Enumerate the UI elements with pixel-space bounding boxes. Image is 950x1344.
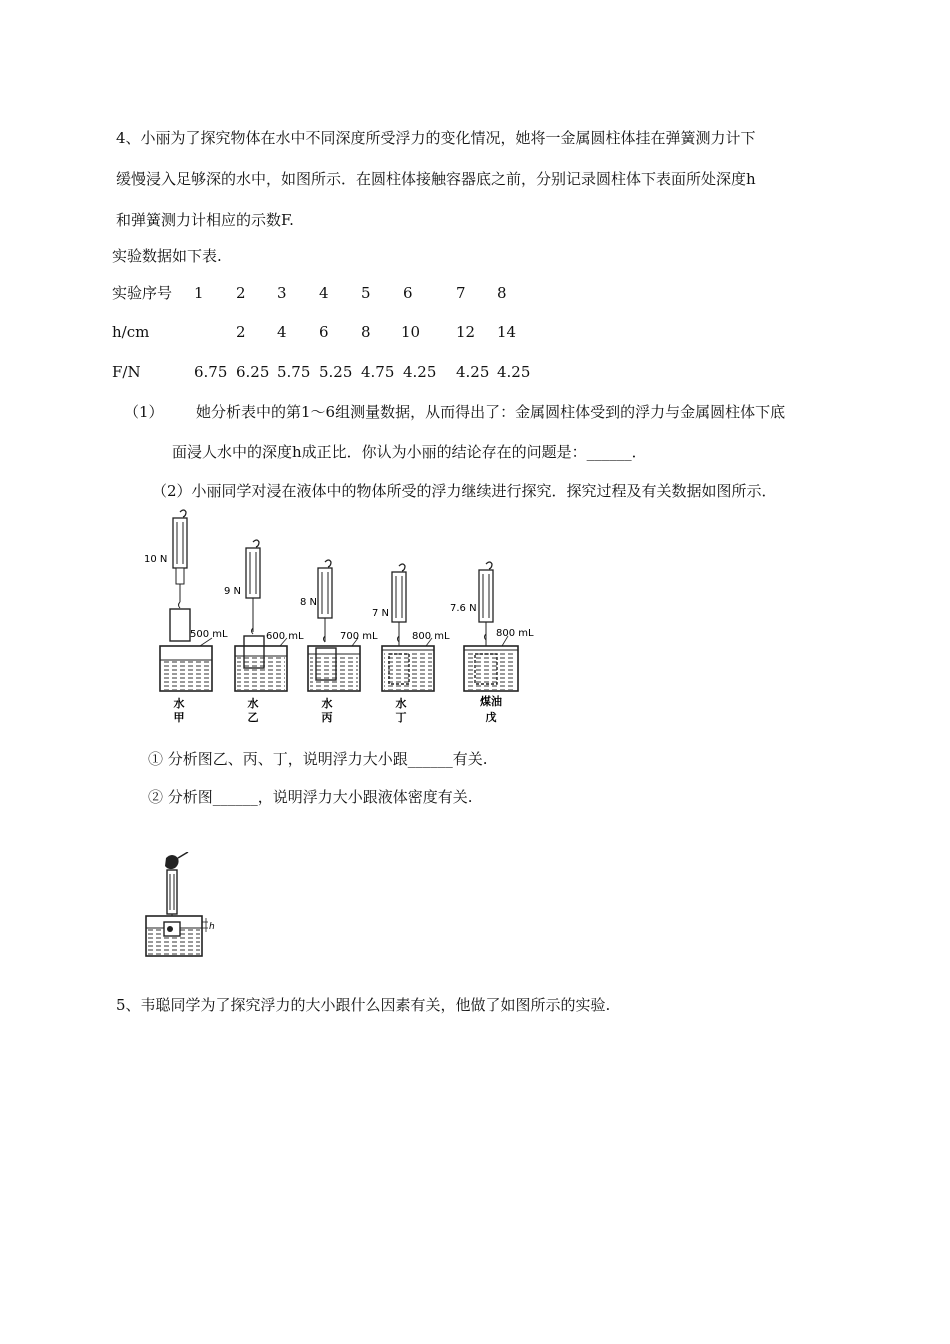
q4-line-1: 4、小丽为了探究物体在水中不同深度所受浮力的变化情况，她将一金属圆柱体挂在弹簧测力计下	[116, 129, 756, 147]
table-cell: 6	[319, 323, 329, 341]
table-row-label: F/N	[112, 363, 141, 381]
table-row-label: h/cm	[112, 323, 150, 341]
sub1-line-2: 面浸人水中的深度h成正比．你认为小丽的结论存在的问题是：______．	[172, 443, 647, 461]
setup-jia	[144, 510, 228, 723]
liquid-label: 水	[321, 697, 333, 710]
liquid-label: 煤油	[480, 695, 502, 708]
question-a: ① 分析图乙、丙、丁，说明浮力大小跟______有关.	[148, 750, 488, 768]
q4-line-4: 实验数据如下表.	[112, 247, 222, 265]
force-label: 8 N	[300, 597, 318, 608]
table-cell: 1	[194, 284, 204, 302]
table-cell: 6	[403, 284, 413, 302]
table-cell: 8	[361, 323, 371, 341]
setup-bing	[300, 560, 378, 723]
table-cell: 4.75	[361, 363, 395, 381]
table-cell: 6.75	[194, 363, 228, 381]
table-cell: 5.25	[319, 363, 353, 381]
small-depth-figure	[140, 852, 220, 962]
volume-label: 700 mL	[340, 631, 378, 642]
force-label: 10 N	[144, 554, 168, 565]
liquid-label: 水	[247, 697, 259, 710]
setup-ding	[372, 564, 450, 723]
setup-name: 甲	[173, 711, 185, 723]
setup-name: 丙	[321, 711, 333, 723]
liquid-label: 水	[395, 697, 407, 710]
table-cell: 4.25	[403, 363, 437, 381]
setup-name: 戊	[485, 711, 497, 723]
force-label: 7 N	[372, 608, 390, 619]
sub1-number: （1）	[124, 403, 164, 421]
q5-line-1: 5、韦聪同学为了探究浮力的大小跟什么因素有关，他做了如图所示的实验.	[116, 996, 611, 1014]
setup-name: 乙	[247, 711, 259, 723]
table-cell: 3	[277, 284, 287, 302]
buoyancy-experiment-figure	[140, 508, 540, 723]
table-cell: 14	[497, 323, 517, 341]
force-label: 9 N	[224, 586, 242, 597]
setup-yi	[224, 540, 304, 723]
q4-line-3: 和弹簧测力计相应的示数F.	[116, 211, 294, 229]
volume-label: 600 mL	[266, 631, 304, 642]
table-cell: 4	[319, 284, 329, 302]
table-cell: 4.25	[456, 363, 490, 381]
setup-wu	[450, 562, 534, 723]
table-cell: 8	[497, 284, 507, 302]
table-cell: 10	[401, 323, 421, 341]
table-cell: 5	[361, 284, 371, 302]
table-row-label: 实验序号	[112, 284, 173, 302]
table-cell: 12	[456, 323, 476, 341]
force-label: 7.6 N	[450, 603, 477, 614]
table-cell: 6.25	[236, 363, 270, 381]
liquid-label: 水	[173, 697, 185, 710]
table-cell: 2	[236, 323, 246, 341]
volume-label: 500 mL	[190, 629, 228, 640]
depth-label: h	[209, 922, 215, 932]
volume-label: 800 mL	[412, 631, 450, 642]
table-cell: 5.75	[277, 363, 311, 381]
question-b: ② 分析图______，说明浮力大小跟液体密度有关.	[148, 788, 473, 806]
table-cell: 4	[277, 323, 287, 341]
sub1-line-1: 她分析表中的第1～6组测量数据，从而得出了：金属圆柱体受到的浮力与金属圆柱体下底	[196, 403, 786, 421]
table-cell: 4.25	[497, 363, 531, 381]
setup-name: 丁	[395, 711, 407, 723]
sub2-line: （2）小丽同学对浸在液体中的物体所受的浮力继续进行探究．探究过程及有关数据如图所示．	[152, 482, 777, 500]
table-cell: 7	[456, 284, 466, 302]
volume-label: 800 mL	[496, 628, 534, 639]
q4-line-2: 缓慢浸入足够深的水中，如图所示．在圆柱体接触容器底之前，分别记录圆柱体下表面所处深度h	[116, 170, 756, 188]
table-cell: 2	[236, 284, 246, 302]
